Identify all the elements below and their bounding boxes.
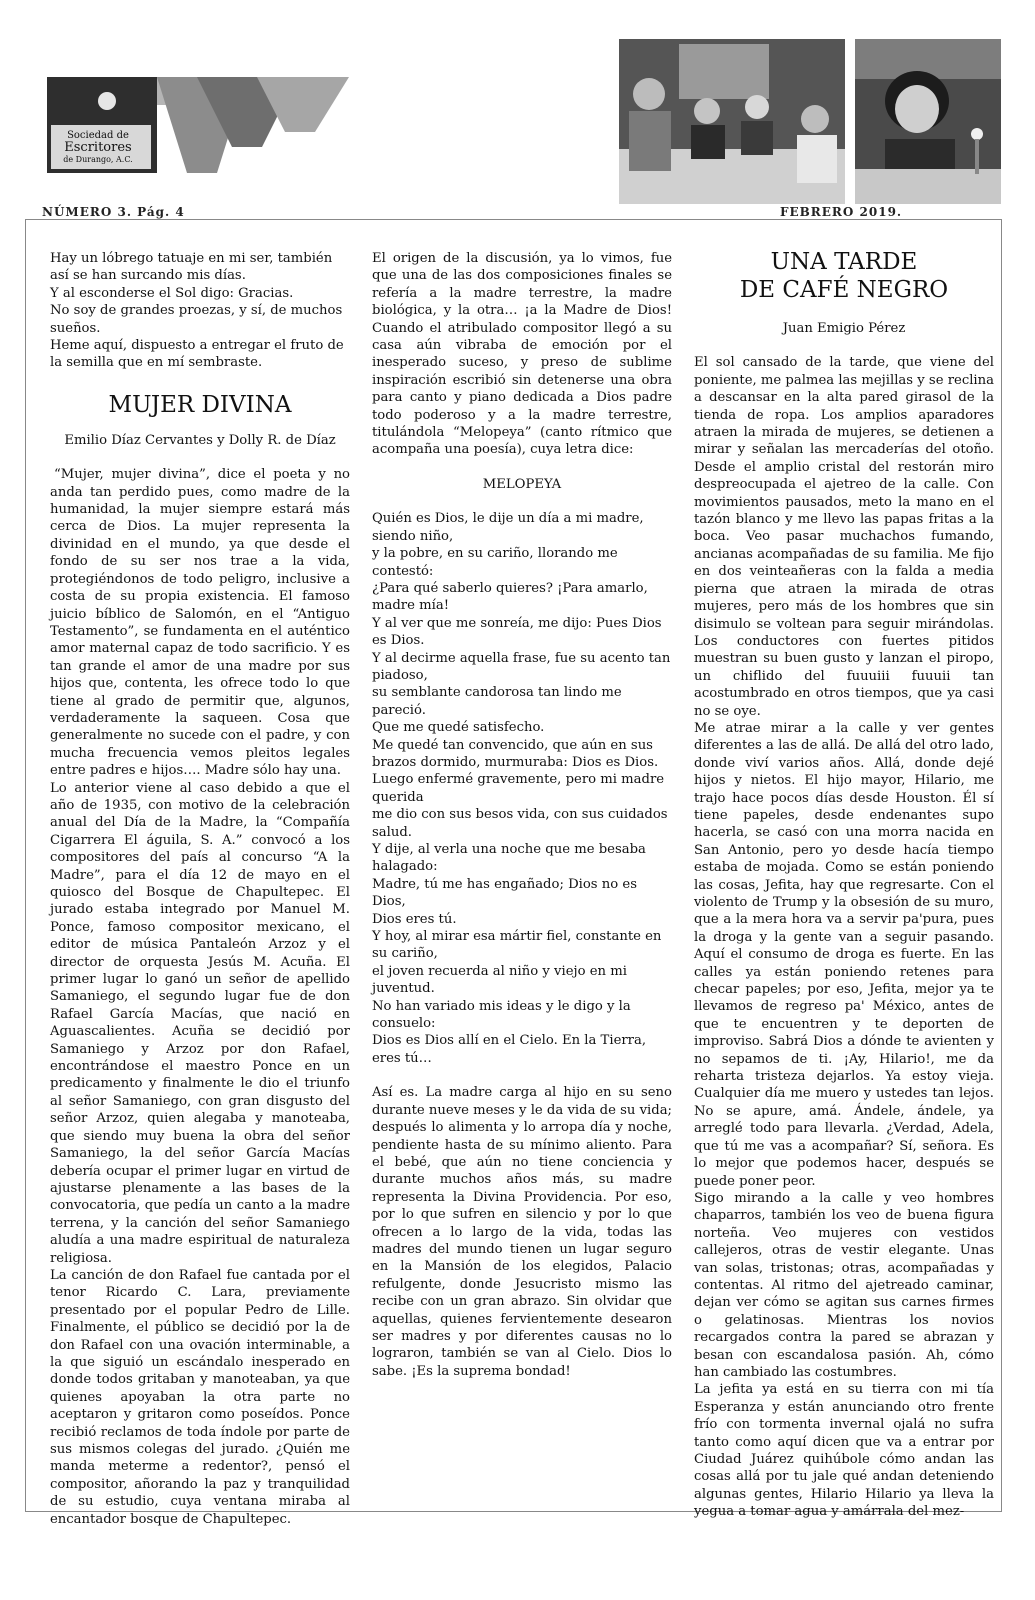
intro-line: Heme aquí, dispuesto a entregar el fruto de la semilla que en mí sembraste. xyxy=(50,338,344,371)
poem-line: Que me quedé satisfecho. xyxy=(372,720,545,736)
woman-portrait-photo xyxy=(855,39,1001,204)
logo-text xyxy=(58,130,138,165)
article-paragraph: La canción de don Rafael fue cantada por el tenor Ricardo C. Lara, previamente presentado por el popular Pedro de Lille. Finalmente, el público se decidió por la de don Rafael con una ovación interminable, a la que siguió un escándalo inesperado en donde todos gritaban y manoteaban, ya que quienes apoyaban la otra parte no aceptaron y gritaron como poseídos. Ponce recibió reclamos de toda índole por parte de sus mismos colegas del jurado. ¿Quién me manda meterme a redentor?, pensó el compositor, añorando la paz y tranquilidad de su estudio, cuya ventana miraba al encantador bosque de Chapultepec. xyxy=(50,1267,350,1527)
poem-title-melopeya: MELOPEYA xyxy=(482,476,562,492)
poem-line: Madre, tú me has engañado; Dios no es Dios, xyxy=(372,876,637,910)
title-line: UNA TARDE xyxy=(770,249,918,275)
article-paragraph: El origen de la discusión, ya lo vimos, fue que una de las dos composiciones finales se refería a la madre terrestre, la madre biológica, y la otra… ¡a la Madre de Dios! Cuando el atribulado compositor llegó a su casa aún vibraba de emoción por el inesperado suceso, y preso de sublime inspiración escribió sin detenerse una obra para canto y piano dedicada a Dios padre todo poderoso y a la madre terrestre, titulándola “Melopeya” (canto rítmico que acompaña una poesía), cuya letra dice: xyxy=(372,251,672,458)
poem-line: su semblante candorosa tan lindo me pareció. xyxy=(372,685,622,718)
logo-line1: Sociedad de xyxy=(67,130,129,141)
article-paragraph: Lo anterior viene al caso debido a que el año de 1935, con motivo de la celebración anual del Día de la Madre, la “Compañía Cigarrera El águila, S. A.” convocó a los compositores del país al concurso “A la Madre”, para el día 12 de mayo en el quiosco del Bosque de Chapultepec. El jurado estaba integrado por Manuel M. Ponce, famoso compositor mexicano, el editor de música Pantaleón Arzoz y el director de orquesta Jesús M. Acuña. El primer lugar lo ganó un señor de apellido Samaniego, el segundo lugar fue de don Rafael García Macías, que nació en Aguascalientes. Acuña se decidió por Samaniego y Arzoz por don Rafael, encontrándose el maestro Ponce en un predicamento y finalmente le dio el triunfo al señor Samaniego, con gran disgusto del señor Arzoz, quien alegaba y manoteaba, que siendo muy buena la obra del señor Samaniego, la del señor García Macías debería ocupar el primer lugar en virtud de ajustarse plenamente a las bases de la convocatoria, que pedía un canto a la madre terrena, y la canción del señor Samaniego aludía a una madre espiritual de naturaleza religiosa. xyxy=(50,780,350,1266)
article-title-mujer-divina: MUJER DIVINA xyxy=(108,391,292,418)
logo-line3: de Durango, A.C. xyxy=(63,155,133,164)
intro-line: Hay un lóbrego tatuaje en mi ser, también así se han surcando mis días. xyxy=(50,251,333,284)
article-paragraph: La jefita ya está en su tierra con mi tía Esperanza y están anunciando otro frente frío con tormenta invernal ojalá no sufra tanto como aquí dicen que va a entrar por Ciudad Juárez quihúbole cómo andan las cosas allá por tu jale qué andan deteniendo algunas gentes, Hilario Hilario ya lleva la yegua a tomar agua y amárrala del mez- xyxy=(694,1382,994,1520)
poem-line: Dios es Dios allí en el Cielo. En la Tierra, eres tú… xyxy=(372,1033,647,1066)
title-line: DE CAFÉ NEGRO xyxy=(739,277,949,303)
article-author: Emilio Díaz Cervantes y Dolly R. de Díaz xyxy=(64,432,336,448)
article-paragraph: Me atrae mirar a la calle y ver gentes diferentes a las de allá. De allá del otro lado, donde viví varios años. Allá, donde dejé hijos y nietos. El hijo mayor, Hilario, me trajo hace pocos días desde Houston. Él sí tiene papeles, desde endenantes supo hacerla, se casó con una morra nacida en San Antonio, pero yo desde hacía tiempo estaba de mojada. Como se están poniendo las cosas, Jefita, hay que regresarte. Con el violento de Trump y la obsesión de su muro, que a la mera hora va a servir pa'pura, pues la droga y la gente van a seguir pasando. Aquí el consumo de droga es fuerte. En las calles ya están poniendo retenes para checar papeles; por eso, Jefita, mejor ya te llevamos de regreso pa' México, antes de que te encuentren y te deporten de improviso. Sabrá Dios a dónde te avienten y no sepamos de ti. ¡Ay, Hilario!, me da reharta tristeza dejarlos. Ya estoy vieja. Cualquier día me muero y ustedes tan lejos. No se apure, amá. Ándele, ándele, ya arreglé todo para llevarla. ¿Verdad, Adela, que tú me vas a acompañar? Sí, señora. Es lo mejor que podemos hacer, después se puede poner peor. xyxy=(694,720,994,1189)
poem-line: Dios eres tú. xyxy=(372,911,457,927)
column-1 xyxy=(50,250,350,1528)
society-logo xyxy=(47,77,357,173)
poem-excerpt xyxy=(50,250,350,372)
poem-line: ¿Para qué saberlo quieres? ¡Para amarlo, madre mía! xyxy=(372,580,648,614)
poem-line: Y al decirme aquella frase, fue su acento tan piadoso, xyxy=(372,650,671,683)
issue-number: NÚMERO 3. Pág. 4 xyxy=(42,205,185,219)
poem-line: Y dije, al verla una noche que me besaba halagado: xyxy=(372,842,646,875)
column-3 xyxy=(694,250,994,1521)
column-2 xyxy=(372,250,672,1380)
article-paragraph: Sigo mirando a la calle y veo hombres chaparros, también los veo de buena figura norteña. Veo mujeres con vestidos callejeros, otras de vestir elegante. Unas van solas, tristonas; otras, acompañadas y contentas. Al ritmo del ajetreado caminar, dejan ver cómo se agitan sus carnes firmes o gelatinosas. Mientras los novios recargados contra la pared se abrazan y besan con escandalosa pasión. Ah, cómo han cambiado las costumbres. xyxy=(694,1190,994,1380)
poem-line: Me quedé tan convencido, que aún en sus brazos dormido, murmuraba: Dios es Dios. xyxy=(372,737,659,770)
intro-line: No soy de grandes proezas, y sí, de muchos sueños. xyxy=(50,303,343,336)
issue-date: FEBRERO 2019. xyxy=(780,205,903,219)
article-author: Juan Emigio Pérez xyxy=(782,321,906,336)
article-paragraph: El sol cansado de la tarde, que viene del poniente, me palmea las mejillas y se reclina a descansar en la alta pared girasol de la tienda de ropa. Los amplios aparadores atraen la mirada de mujeres, se detienen a mirar y señalan las mercaderías del otoño. Desde el amplio cristal del restorán miro despreocupada el ajetreo de la calle. Con movimientos pausados, meto la mano en el tazón blanco y me llevo las papas fritas a la boca. Veo pasar muchachos fumando, ancianas acompañadas de su familia. Me fijo en dos veinteañeras con la falda a media pierna que atraen la mirada de otras mujeres, pero más de los hombres que sin disimulo se voltean para seguir mirándolas. Los conductores con fuertes pitidos muestran su buen gusto y lanzan el piropo, un chiflido del fuuuiii fuuuii tan acostumbrado en otros tiempos, que ya casi no se oye. xyxy=(694,355,994,719)
poem-line: No han variado mis ideas y le digo y la consuelo: xyxy=(372,998,631,1032)
article-paragraph: “Mujer, mujer divina”, dice el poeta y no anda tan perdido pues, como madre de la humanidad, la mujer siempre estará más cerca de Dios. La mujer representa la divinidad en el mundo, ya que desde el fondo de su ser nos trae a la vida, protegiéndonos de todo peligro, inclusive a costa de su propia existencia. El famoso juicio bíblico de Salomón, en el “Antiguo Testamento”, se fundamenta en el auténtico amor maternal capaz de todo sacrificio. Y es tan grande el amor de una madre por sus hijos que, contenta, les ofrece todo lo que tiene al grado de permitir que, algunos, verdaderamente la saqueen. Cosa que generalmente no sucede con el padre, y con mucha frecuencia vemos pleitos legales entre padres e hijos…. Madre sólo hay una. xyxy=(50,467,350,779)
poem-melopeya xyxy=(372,510,672,1067)
poem-line: Quién es Dios, le dije un día a mi madre, siendo niño, xyxy=(372,511,644,544)
poem-line: Luego enfermé gravemente, pero mi madre querida xyxy=(372,772,665,805)
poem-line: Y al ver que me sonreía, me dijo: Pues Dios es Dios. xyxy=(372,615,662,649)
poem-line: el joven recuerda al niño y viejo en mi juventud. xyxy=(372,963,627,997)
article-paragraph: Así es. La madre carga al hijo en su seno durante nueve meses y le da vida de su vida; después lo alimenta y lo arropa día y noche, pendiente hasta de su mínimo aliento. Para el bebé, que aún no tiene conciencia y durante muchos años más, su madre representa la Divina Providencia. Por eso, por lo que sufren en silencio y por lo que ofrecen a lo largo de la vida, todas las madres del mundo tienen un lugar seguro en la Mansión de los elegidos, Palacio refulgente, donde Jesucristo mismo las recibe con un gran abrazo. Sin olvidar que aquellas, quienes fervientemente desearon ser madres y por diferentes causas no lo lograron, también se van al Cielo. Dios lo sabe. ¡Es la suprema bondad! xyxy=(372,1085,672,1379)
poem-line: Y hoy, al mirar esa mártir fiel, constante en su cariño, xyxy=(372,929,662,962)
spacer xyxy=(372,1067,672,1084)
poem-line: y la pobre, en su cariño, llorando me contestó: xyxy=(372,546,618,579)
article-title-una-tarde xyxy=(694,248,994,304)
logo-line2: Escritores xyxy=(64,140,132,155)
poem-line: me dio con sus besos vida, con sus cuidados salud. xyxy=(372,807,668,840)
intro-line: Y al esconderse el Sol digo: Gracias. xyxy=(50,285,294,301)
group-photo xyxy=(619,39,845,204)
